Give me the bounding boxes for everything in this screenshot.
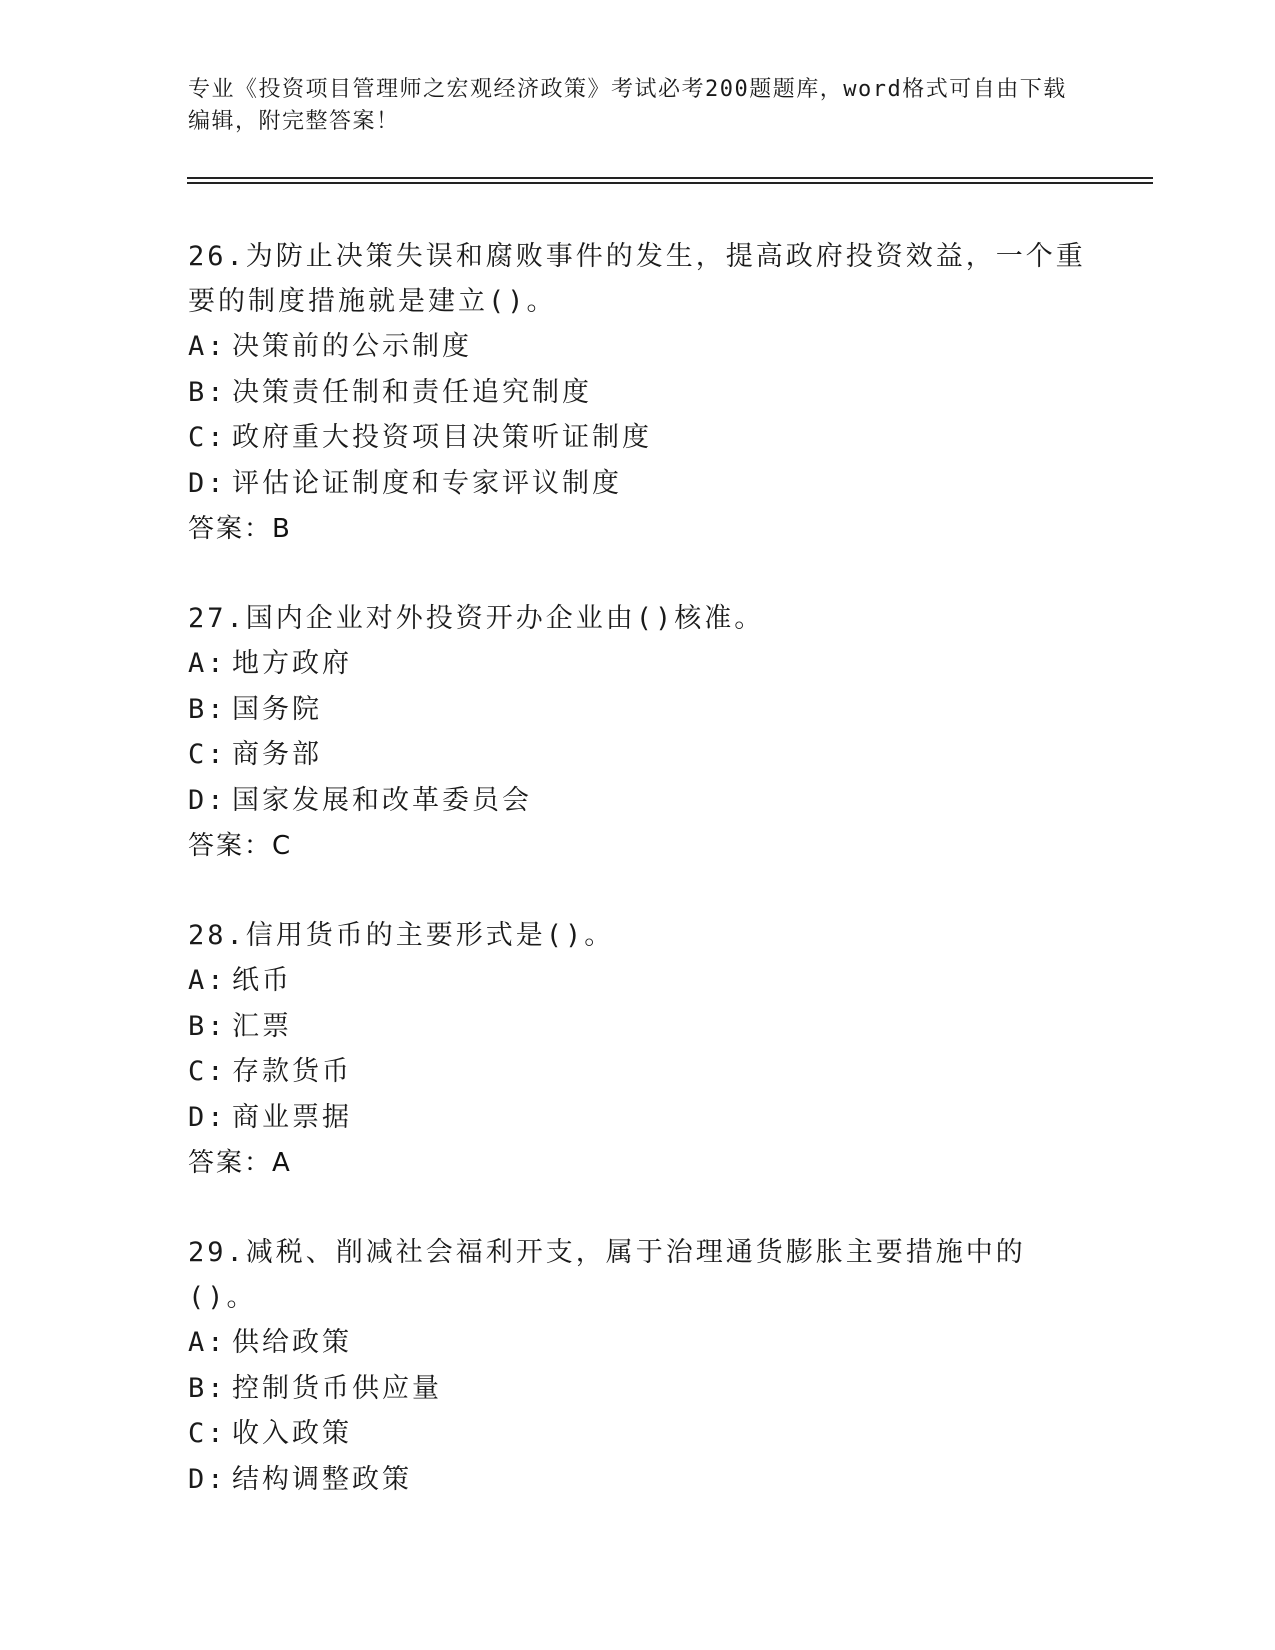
option-letter: A: [188,965,227,996]
option-letter: B: [188,1010,227,1042]
question-text: 26.为防止决策失误和腐败事件的发生，提高政府投资效益，一个重要的制度措施就是建立()。 [188,241,1086,317]
option-letter: B: [188,376,227,408]
header-rule-bottom [187,182,1153,184]
question-item [188,1230,1088,1502]
answer-line: 答案：C [188,831,293,861]
option-text: 供给政策 [232,1327,352,1358]
option-letter: D: [188,1463,227,1495]
answer-line: 答案：B [188,514,292,544]
option-text: 结构调整政策 [232,1463,412,1495]
option-letter: A: [188,1327,227,1358]
option-letter: C: [188,739,227,770]
option-text: 汇票 [232,1010,292,1042]
option-d [188,461,1088,507]
option-a [188,958,1088,1004]
option-text: 决策前的公示制度 [232,331,472,362]
option-text: 控制货币供应量 [232,1372,442,1404]
option-letter: B: [188,693,227,725]
question-item [188,596,1088,869]
option-letter: B: [188,1372,227,1404]
option-letter: A: [188,648,227,679]
option-text: 评估论证制度和专家评议制度 [232,467,622,499]
option-d [188,1457,1088,1503]
option-text: 国家发展和改革委员会 [232,784,532,816]
option-text: 商务部 [232,739,322,770]
option-c [188,415,1088,461]
option-letter: D: [188,467,227,499]
answer-line: 答案：A [188,1148,292,1178]
option-a [188,324,1088,370]
option-c [188,732,1088,778]
question-item [188,913,1088,1186]
option-text: 存款货币 [232,1056,352,1087]
option-a [188,641,1088,687]
option-letter: C: [188,1418,227,1449]
option-letter: D: [188,784,227,816]
question-item [188,234,1088,552]
option-text: 政府重大投资项目决策听证制度 [232,422,652,453]
option-b [188,370,1088,416]
option-a [188,1320,1088,1366]
option-b [188,687,1088,733]
option-b [188,1004,1088,1050]
document-header: 专业《投资项目管理师之宏观经济政策》考试必考200题题库，word格式可自由下载编辑，附完整答案！ [188,77,1067,134]
header-rule-top [187,177,1153,179]
option-text: 收入政策 [232,1418,352,1449]
option-d [188,1095,1088,1141]
option-letter: A: [188,331,227,362]
option-d [188,778,1088,824]
option-text: 决策责任制和责任追究制度 [232,376,592,408]
option-b [188,1366,1088,1412]
question-list [188,234,1088,1546]
option-c [188,1049,1088,1095]
option-letter: D: [188,1101,227,1133]
option-text: 纸币 [232,965,292,996]
option-text: 商业票据 [232,1101,352,1133]
question-text: 27.国内企业对外投资开办企业由()核准。 [188,603,765,634]
option-text: 地方政府 [232,648,352,679]
question-text: 28.信用货币的主要形式是()。 [188,920,615,951]
question-text: 29.减税、削减社会福利开支，属于治理通货膨胀主要措施中的()。 [188,1237,1026,1313]
option-text: 国务院 [232,693,322,725]
option-letter: C: [188,1056,227,1087]
option-letter: C: [188,422,227,453]
option-c [188,1411,1088,1457]
